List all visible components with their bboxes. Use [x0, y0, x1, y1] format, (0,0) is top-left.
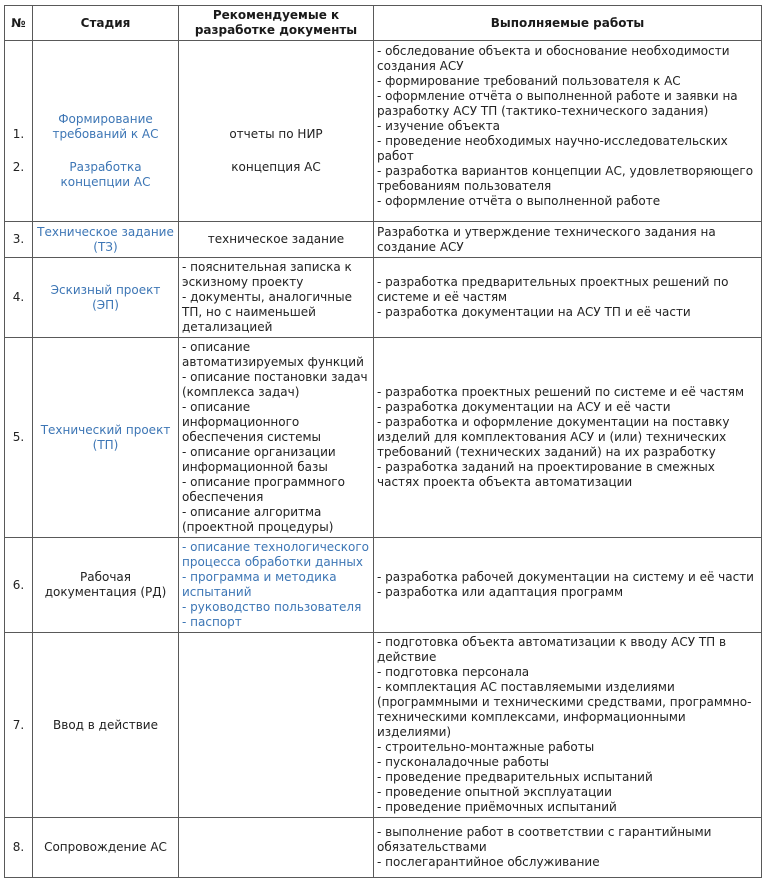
work-item: - обследование объекта и обоснование необходимости создания АСУ	[377, 44, 730, 73]
table-row	[5, 538, 762, 633]
work-item: - послегарантийное обслуживание	[377, 855, 600, 869]
stage-link-ep[interactable]: Эскизный проект (ЭП)	[33, 258, 179, 338]
work-item: - оформление отчёта о выполненной работе и заявки на разработку АСУ ТП (тактико-технического задания)	[377, 89, 738, 118]
col-header-works: Выполняемые работы	[374, 6, 762, 41]
doc-link[interactable]: - программа и методика испытаний	[182, 570, 337, 599]
doc-item: - описание постановки задач (комплекса задач)	[182, 370, 368, 399]
row-number: 5.	[5, 338, 33, 538]
work-item: - оформление отчёта о выполненной работе	[377, 194, 661, 208]
work-item: - подготовка персонала	[377, 665, 530, 679]
doc-item: отчеты по НИР	[179, 41, 374, 155]
doc-item: техническое задание	[179, 222, 374, 258]
docs-cell-empty	[179, 633, 374, 818]
work-item: - проведение опытной эксплуатации	[377, 785, 612, 799]
row-number: 7.	[5, 633, 33, 818]
table-row	[5, 258, 762, 338]
table-row	[5, 222, 762, 258]
work-item: - разработка заданий на проектирование в смежных частях проекта объекта автоматизации	[377, 460, 715, 489]
col-header-docs: Рекомендуемые к разработке документы	[179, 6, 374, 41]
stage-link-tz[interactable]: Техническое задание (ТЗ)	[33, 222, 179, 258]
doc-item: - описание программного обеспечения	[182, 475, 345, 504]
work-item: - разработка рабочей документации на систему и её части	[377, 570, 754, 584]
doc-item: - описание организации информационной базы	[182, 445, 336, 474]
doc-link[interactable]: - руководство пользователя	[182, 600, 362, 614]
row-number: 6.	[5, 538, 33, 633]
table-row	[5, 41, 762, 155]
works-cell	[374, 258, 762, 338]
docs-cell	[179, 338, 374, 538]
work-item: - разработка и оформление документации на поставку изделий для комплектования АСУ и (или) технических требований (технических заданий) на их разработку	[377, 415, 730, 459]
col-header-num: №	[5, 6, 33, 41]
table-row	[5, 818, 762, 878]
header-row	[5, 6, 762, 41]
doc-item: - описание автоматизируемых функций	[182, 340, 364, 369]
doc-item: - документы, аналогичные ТП, но с наименьшей детализацией	[182, 290, 352, 334]
work-item: - изучение объекта	[377, 119, 500, 133]
works-cell-1-2	[374, 41, 762, 222]
work-item: - разработка документации на АСУ и её части	[377, 400, 671, 414]
work-item: - комплектация АС поставляемыми изделиями (программными и техническими средствами, программно-техническими комплексами, информационными изделиями)	[377, 680, 752, 739]
work-item: - выполнение работ в соответствии с гарантийными обязательствами	[377, 825, 712, 854]
work-item: - проведение приёмочных испытаний	[377, 800, 617, 814]
work-item: - разработка вариантов концепции АС, удовлетворяющего требованиям пользователя	[377, 164, 754, 193]
row-number: 3.	[5, 222, 33, 258]
works-cell	[374, 538, 762, 633]
work-item: - пусконаладочные работы	[377, 755, 549, 769]
works-cell	[374, 338, 762, 538]
doc-item: - описание алгоритма (проектной процедуры)	[182, 505, 334, 534]
stages-table	[4, 5, 762, 878]
work-item: - строительно-монтажные работы	[377, 740, 595, 754]
docs-cell-empty	[179, 818, 374, 878]
stage-link-koncepcia[interactable]: Разработка концепции АС	[33, 154, 179, 221]
stage-label-rd: Рабочая документация (РД)	[33, 538, 179, 633]
work-item: - разработка предварительных проектных решений по системе и её частям	[377, 275, 729, 304]
work-item: - проведение необходимых научно-исследовательских работ	[377, 134, 728, 163]
doc-item: концепция АС	[179, 154, 374, 221]
work-item: - формирование требований пользователя к АС	[377, 74, 681, 88]
row-number: 1.	[5, 41, 33, 155]
docs-cell	[179, 258, 374, 338]
row-number: 2.	[5, 154, 33, 221]
stage-label-soprovozhdenie: Сопровождение АС	[33, 818, 179, 878]
col-header-stage: Стадия	[33, 6, 179, 41]
stage-label-vvod: Ввод в действие	[33, 633, 179, 818]
stage-link-tp[interactable]: Технический проект (ТП)	[33, 338, 179, 538]
work-item: - разработка проектных решений по системе и её частям	[377, 385, 745, 399]
work-item: - разработка документации на АСУ ТП и её части	[377, 305, 691, 319]
works-cell: Разработка и утверждение технического задания на создание АСУ	[374, 222, 762, 258]
table-row	[5, 338, 762, 538]
doc-link[interactable]: - паспорт	[182, 615, 242, 629]
stage-link-formirovanie[interactable]: Формирование требований к АС	[33, 41, 179, 155]
work-item: - проведение предварительных испытаний	[377, 770, 653, 784]
work-item: - подготовка объекта автоматизации к вводу АСУ ТП в действие	[377, 635, 727, 664]
docs-cell	[179, 538, 374, 633]
works-cell	[374, 818, 762, 878]
table-row	[5, 633, 762, 818]
doc-item: - описание информационного обеспечения системы	[182, 400, 321, 444]
doc-item: - пояснительная записка к эскизному проекту	[182, 260, 352, 289]
row-number: 4.	[5, 258, 33, 338]
work-item: - разработка или адаптация программ	[377, 585, 624, 599]
works-cell	[374, 633, 762, 818]
doc-link[interactable]: - описание технологического процесса обработки данных	[182, 540, 370, 569]
row-number: 8.	[5, 818, 33, 878]
